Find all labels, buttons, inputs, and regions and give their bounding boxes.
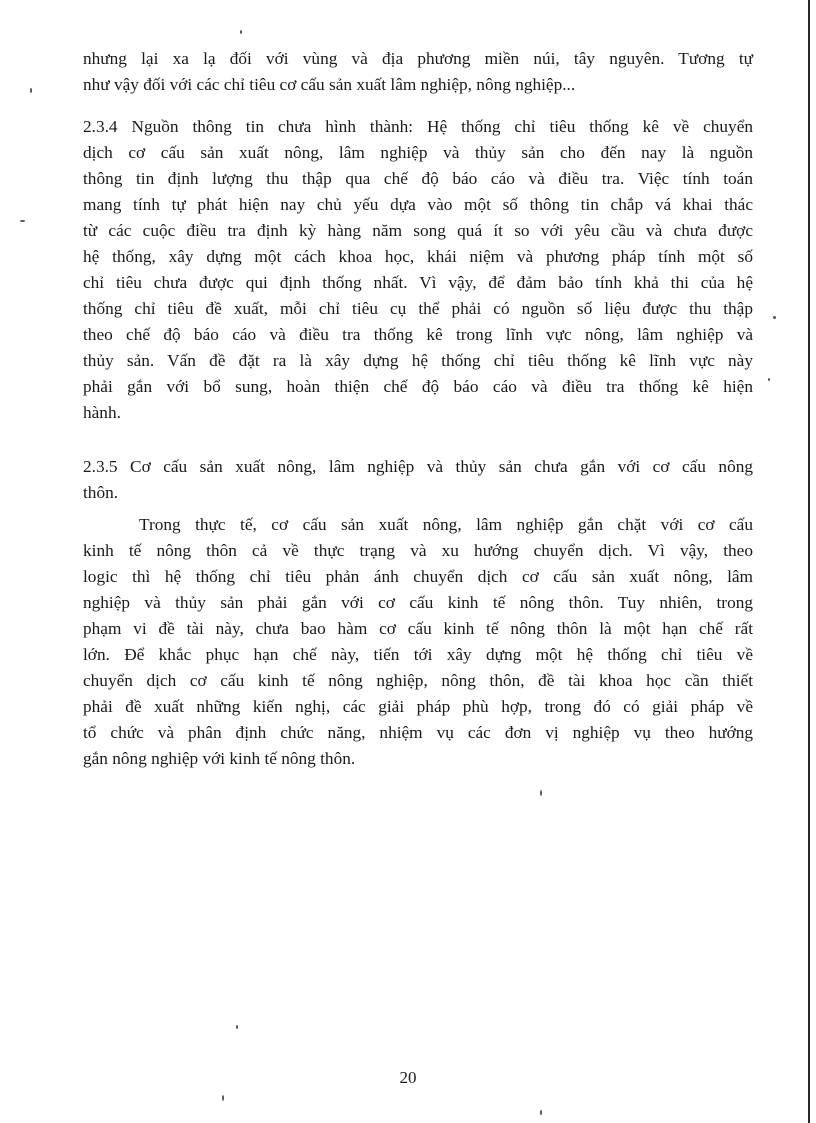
text-line: từ các cuộc điều tra định kỳ hàng năm song quá ít so với yêu cầu và chưa được xyxy=(83,221,753,240)
text-line: hệ thống, xây dựng một cách khoa học, khái niệm và phương pháp tính một số xyxy=(83,247,753,266)
text-line: nghiệp và thủy sản phải gắn với cơ cấu kinh tế nông thôn. Tuy nhiên, trong xyxy=(83,593,753,612)
scan-speck xyxy=(540,1110,542,1115)
text-line: logic thì hệ thống chỉ tiêu phản ánh chuyển dịch cơ cấu sản xuất nông, lâm xyxy=(83,567,753,586)
intro-paragraph xyxy=(83,46,753,98)
text-line: nhưng lại xa lạ đối với vùng và địa phương miền núi, tây nguyên. Tương tự xyxy=(83,49,753,68)
text-line: chuyển dịch cơ cấu kinh tế nông nghiệp, nông thôn, đề tài khoa học cần thiết xyxy=(83,671,753,690)
scan-speck xyxy=(20,220,25,222)
text-line: thủy sản. Vấn đề đặt ra là xây dựng hệ thống chỉ tiêu thống kê lĩnh vực này xyxy=(83,351,753,370)
text-line: phạm vi đề tài này, chưa bao hàm cơ cấu kinh tế nông thôn là một hạn chế rất xyxy=(83,619,753,638)
scan-speck xyxy=(222,1095,224,1101)
text-line: hành. xyxy=(83,403,121,422)
text-line: chỉ tiêu chưa được qui định thống nhất. Vì vậy, để đảm bảo tính khả thi của hệ xyxy=(83,273,753,292)
scan-speck xyxy=(236,1025,238,1029)
scan-speck xyxy=(768,378,770,381)
text-line: thôn. xyxy=(83,483,119,502)
text-line: như vậy đối với các chỉ tiêu cơ cấu sản xuất lâm nghiệp, nông nghiệp... xyxy=(83,75,576,94)
text-line: phải đề xuất những kiến nghị, các giải pháp phù hợp, trong đó có giải pháp về xyxy=(83,697,753,716)
text-line: 2.3.4 Nguồn thông tin chưa hình thành: Hệ thống chỉ tiêu thống kê về chuyển xyxy=(83,117,753,136)
text-line: thống chỉ tiêu đề xuất, mỗi chỉ tiêu cụ thể phải có nguồn số liệu được thu thập xyxy=(83,299,753,318)
text-line: dịch cơ cấu sản xuất nông, lâm nghiệp và thủy sản cho đến nay là nguồn xyxy=(83,143,753,162)
scan-speck xyxy=(540,790,542,796)
text-line: phải gắn với bổ sung, hoàn thiện chế độ báo cáo và điều tra thống kê hiện xyxy=(83,377,753,396)
text-line: mang tính tự phát hiện nay chủ yếu dựa vào một số thông tin chắp vá khai thác xyxy=(83,195,753,214)
text-line: thông tin định lượng thu thập qua chế độ báo cáo và điều tra. Việc tính toán xyxy=(83,169,753,188)
text-line: lớn. Để khắc phục hạn chế này, tiến tới xây dựng một hệ thống chỉ tiêu về xyxy=(83,645,753,664)
text-line: Trong thực tế, cơ cấu sản xuất nông, lâm nghiệp gắn chặt với cơ cấu xyxy=(139,515,753,534)
text-line: kinh tế nông thôn cả về thực trạng và xu hướng chuyển dịch. Vì vậy, theo xyxy=(83,541,753,560)
text-line: theo chế độ báo cáo và điều tra thống kê trong lĩnh vực nông, lâm nghiệp và xyxy=(83,325,753,344)
section-2-3-5-heading xyxy=(83,454,753,506)
page-number: 20 xyxy=(399,1068,417,1087)
section-2-3-5-paragraph xyxy=(83,512,753,772)
scan-speck xyxy=(773,316,776,319)
text-line: tổ chức và phân định chức năng, nhiệm vụ các đơn vị nghiệp vụ theo hướng xyxy=(83,723,753,742)
scan-speck xyxy=(30,88,32,93)
scan-edge-line xyxy=(808,0,810,1123)
text-line: 2.3.5 Cơ cấu sản xuất nông, lâm nghiệp và thủy sản chưa gắn với cơ cấu nông xyxy=(83,457,753,476)
scan-speck xyxy=(240,30,242,34)
section-2-3-4-paragraph xyxy=(83,114,753,426)
text-line: gắn nông nghiệp với kinh tế nông thôn. xyxy=(83,749,356,768)
